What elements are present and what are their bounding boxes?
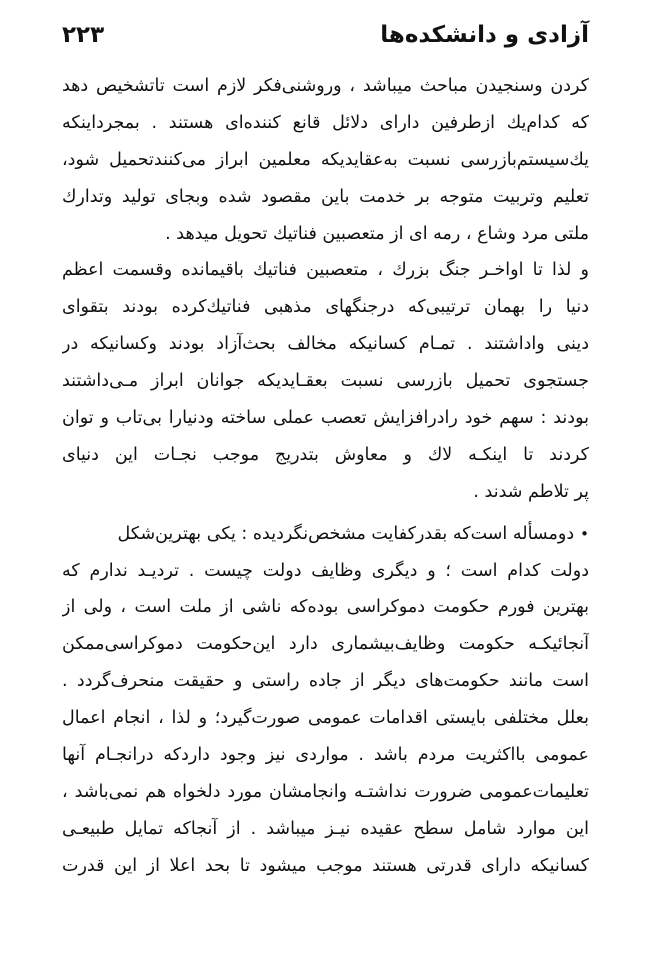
text-line: بعلل مختلفی بایستی اقدامات عمومی صورت‌گیرد‌؛ و لذا ، انجام اعمال — [62, 708, 589, 729]
text-line: که کدام‌یك ازطرفین دارای دلائل قانع کننده‌ای هستند . بمجرداینکه — [62, 112, 589, 133]
text-line: جستجوی تحمیل بازرسی نسبت بعقـایدیکه جوانان ابراز مـی‌داشتند — [62, 371, 589, 392]
text-line: پر تلاطم شدند . — [473, 481, 589, 502]
running-title: آزادی و دانشکده‌ها — [380, 22, 589, 48]
text-line: کردند تا اینکـه لاك و معاوش بتدریج موجب نجـات این دنیای — [62, 444, 589, 465]
text-line: بهترین فورم حکومت دموکراسی بوده‌که ناشی از ملت است ، ولی از — [62, 597, 589, 618]
text-line: دولت کدام است ؛ و دیگری وظایف دولت چیست . تردیـد ندارم که — [62, 560, 589, 581]
bullet-mark: • — [580, 524, 589, 543]
page-header — [62, 18, 589, 52]
page-number: ۲۲۳ — [62, 22, 105, 48]
text-line-content: دومسأله است‌که بقدرکفایت مشخص‌نگردیده : یکی بهترین‌شکل — [117, 523, 575, 544]
text-line: کسانیکه دارای قدرتی هستند موجب میشود تا بحد اعلا از این قدرت — [62, 855, 589, 876]
text-line: ملتی مرد وشاع ، رمه ای از متعصبین فناتیك تحویل میدهد . — [165, 223, 589, 244]
text-line: آنجائیکـه حکومت وظایف‌بیشماری دارد این‌حکومت دموکراسی‌ممکن — [62, 634, 589, 655]
text-line: کردن وسنجیدن مباحث میباشد ، وروشنی‌فکر لازم است تاتشخیص دهد — [62, 76, 589, 96]
text-line — [62, 516, 589, 553]
text-line: و لذا تا اواخـر جنگ بزرك ، متعصبین فناتیك باقیمانده وقسمت اعظم — [62, 260, 589, 281]
text-line: است مانند حکومت‌های دیگر از جاده راستی و حقیقت منحرف‌گردد . — [62, 671, 589, 692]
text-line: این موارد شامل سطح عقیده نیـز میباشد . از آنجاکه تمایل طبیعـی — [62, 818, 589, 839]
text-line: تعلیمات‌عمومی ضرورت نداشتـه وانجامشان مورد دلخواه هم نمی‌باشد ، — [62, 781, 589, 802]
text-line: دنیا را بهمان ترتیبی‌که درجنگهای مذهبی فناتیك‌کرده بودند بتقوای — [62, 297, 589, 318]
text-line: یك‌سیستم‌بازرسی نسبت به‌عقایدیکه معلمین ابراز می‌کنندتحمیل شود، — [62, 149, 589, 170]
text-line: دینی واداشتند . تمـام کسانیکه مخالف بحث‌آزاد بودند وکسانیکه در — [62, 334, 589, 355]
text-line: عمومی بااکثریت مردم باشد . مواردی نیز وجود داردکه درانجـام آنها — [62, 745, 589, 766]
text-line: بودند : سهم خود رادرافزایش تعصب عملی ساخته ودنیارا بی‌تاب و توان — [62, 408, 589, 429]
text-line: تعلیم وتربیت متوجه بر خدمت باین مقصود شده وبجای تولید وتدارك — [62, 186, 589, 207]
page-body — [62, 68, 589, 885]
